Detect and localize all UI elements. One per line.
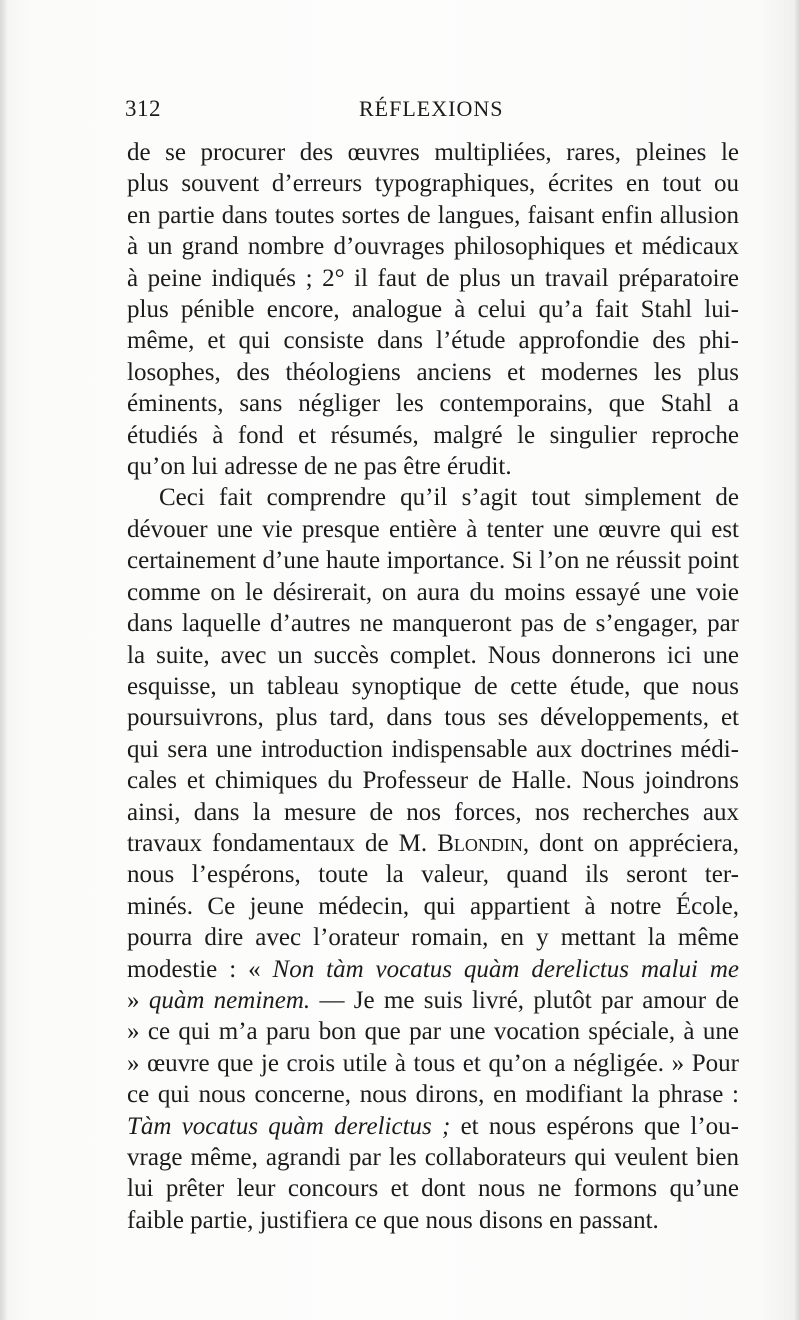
text-line: à un grand nombre d’ouvrages philosophiques et médicaux (127, 233, 739, 261)
page-right-edge (794, 0, 800, 1320)
text-segment: — Je me suis livré, plutôt par amour de (310, 986, 739, 1014)
text-line: étudiés à fond et résumés, malgré le singulier reproche (127, 421, 739, 449)
text-line (127, 1111, 739, 1142)
text-line: cales et chimiques du Professeur de Halle. Nous joindrons (127, 767, 739, 795)
running-head: RÉFLEXIONS (359, 96, 504, 121)
text-line: nous l’espérons, toute la valeur, quand ils seront ter- (127, 861, 739, 889)
text-line: vrage même, agrandi par les collaborateurs qui veulent bien (127, 1144, 739, 1171)
paragraph-end-line: faible partie, justifiera ce que nous disons en passant. (127, 1206, 659, 1234)
text-line: qui sera une introduction indispensable aux doctrines médi- (127, 735, 739, 763)
text-line (127, 985, 739, 1016)
text-segment: et nous espérons que l’ou- (450, 1112, 739, 1140)
text-line: en partie dans toutes sortes de langues, faisant enfin allusion (127, 201, 739, 229)
text-line: poursuivrons, plus tard, dans tous ses développements, et (127, 704, 739, 732)
text-line: plus souvent d’erreurs typographiques, écrites en tout ou (127, 170, 739, 198)
text-line: lui prêter leur concours et dont nous ne formons qu’une (127, 1175, 739, 1203)
text-line: certainement d’une haute importance. Si l’on ne réussit point (127, 547, 739, 575)
text-line: à peine indiqués ; 2° il faut de plus un travail préparatoire (127, 264, 739, 292)
text-line: losophes, des théologiens anciens et modernes les plus (127, 358, 739, 386)
text-line: » ce qui m’a paru bon que par une vocation spéciale, à une (127, 1018, 739, 1046)
page-header (125, 96, 737, 130)
text-segment: » (127, 986, 149, 1014)
text-line: la suite, avec un succès complet. Nous donnerons ici une (127, 641, 739, 669)
text-line: ainsi, dans la mesure de nos forces, nos recherches aux (127, 798, 739, 826)
text-line: dévouer une vie presque entière à tenter une œuvre qui est (127, 515, 739, 543)
author-name-smallcaps: Blondin (437, 829, 523, 857)
page-left-edge (0, 0, 8, 1320)
text-segment: travaux fondamentaux de M. (127, 829, 438, 857)
latin-quote: Non tàm vocatus quàm derelictus malui me (272, 955, 739, 983)
paragraph-first-line: Ceci fait comprendre qu’il s’agit tout simplement de (159, 484, 739, 512)
text-segment: modestie : « (127, 955, 273, 983)
latin-quote: Tàm vocatus quàm derelictus ; (127, 1112, 451, 1140)
text-line: esquisse, un tableau synoptique de cette étude, que nous (127, 672, 739, 700)
text-segment: , dont on appréciera, (522, 829, 739, 857)
text-line: comme on le désirerait, on aura du moins essayé une voie (127, 578, 739, 606)
text-line: ce qui nous concerne, nous dirons, en modifiant la phrase : (127, 1081, 739, 1109)
text-line: plus pénible encore, analogue à celui qu’a fait Stahl lui- (127, 296, 739, 324)
text-line: » œuvre que je crois utile à tous et qu’on a négligée. » Pour (127, 1049, 739, 1077)
latin-quote: quàm neminem. (148, 986, 311, 1014)
body-text (127, 137, 739, 1236)
text-line (127, 828, 739, 859)
text-line: dans laquelle d’autres ne manqueront pas de s’engager, par (127, 610, 739, 638)
text-line (127, 954, 739, 985)
text-line: minés. Ce jeune médecin, qui appartient à notre École, (127, 892, 739, 920)
text-line: éminents, sans négliger les contemporains, que Stahl a (127, 390, 739, 418)
text-line: même, et qui consiste dans l’étude approfondie des phi- (127, 327, 739, 355)
text-line: pourra dire avec l’orateur romain, en y mettant la même (127, 924, 739, 952)
paragraph-end-line: qu’on lui adresse de ne pas être érudit. (127, 453, 512, 481)
page-number: 312 (125, 96, 161, 121)
text-line: de se procurer des œuvres multipliées, rares, pleines le (127, 139, 739, 166)
